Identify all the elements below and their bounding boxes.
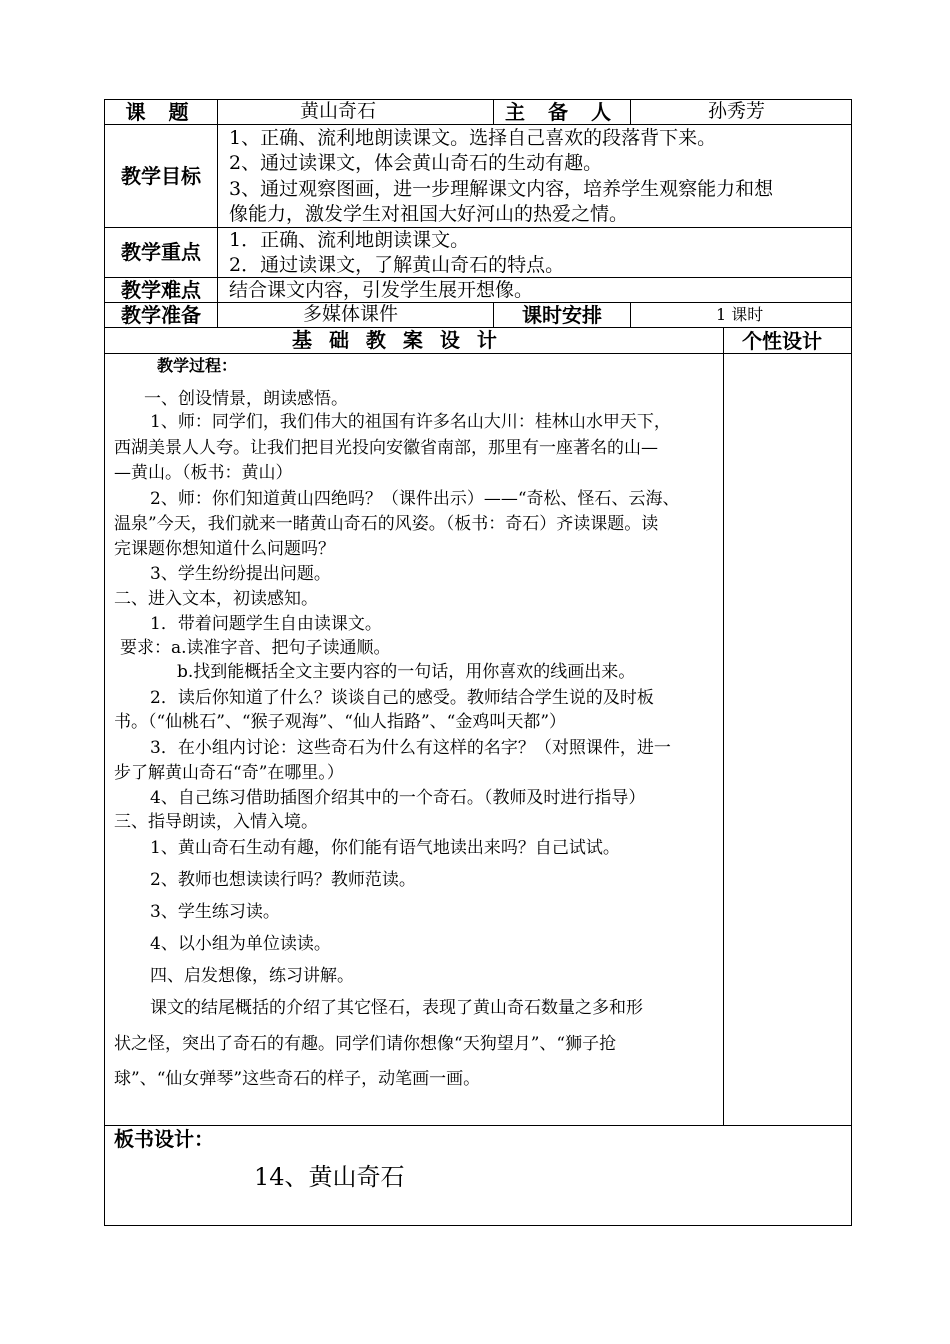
process-line: 球”、“仙女弹琴”这些奇石的样子，动笔画一画。: [114, 1069, 481, 1089]
goal-line: 2、通过读课文，体会黄山奇石的生动有趣。: [229, 152, 603, 174]
table-border-right: [851, 99, 852, 1226]
row-sep-6: [104, 353, 852, 354]
process-line: 3．在小组内讨论：这些奇石为什么有这样的名字？（对照课件，进一: [150, 738, 671, 758]
design-header-side: 个性设计: [742, 329, 822, 353]
schedule-label: 课时安排: [522, 303, 602, 327]
difficulty-text: 结合课文内容，引发学生展开想像。: [229, 279, 534, 301]
process-line: 4、自己练习借助插图介绍其中的一个奇石。（教师及时进行指导）: [150, 788, 646, 808]
process-line: 1．带着问题学生自由读课文。: [150, 614, 382, 634]
process-line: 3、学生纷纷提出问题。: [150, 564, 331, 584]
process-line: 温泉”今天，我们就来一睹黄山奇石的风姿。（板书：奇石）齐读课题。读: [114, 514, 659, 534]
difficulty-label: 教学难点: [121, 278, 201, 302]
preparer-label: 主 备 人: [505, 100, 619, 124]
process-line: 书。（“仙桃石”、“猴子观海”、“仙人指路”、“金鸡叫天都”）: [114, 712, 567, 732]
preparation-label: 教学准备: [121, 303, 201, 327]
goals-label: 教学目标: [121, 164, 201, 188]
process-line: 3、学生练习读。: [150, 902, 280, 922]
process-line: b.找到能概括全文主要内容的一句话，用你喜欢的线画出来。: [177, 662, 636, 682]
goal-line: 1、正确、流利地朗读课文。选择自己喜欢的段落背下来。: [229, 127, 717, 149]
col-sep-design: [723, 327, 724, 1126]
process-line: 1、黄山奇石生动有趣，你们能有语气地读出来吗？自己试试。: [150, 838, 620, 858]
board-label: 板书设计：: [114, 1127, 214, 1151]
process-line: 2．读后你知道了什么？谈谈自己的感受。教师结合学生说的及时板: [150, 688, 654, 708]
goal-line: 像能力，激发学生对祖国大好河山的热爱之情。: [229, 203, 629, 225]
process-line: 三、指导朗读，入情入境。: [114, 812, 318, 832]
col-sep-mid2: [630, 99, 631, 125]
process-line: 要求：a.读准字音、把句子读通顺。: [120, 638, 391, 658]
process-line: 二、进入文本，初读感知。: [114, 589, 318, 609]
process-line: 完课题你想知道什么问题吗？: [114, 539, 335, 559]
board-title: 14、黄山奇石: [254, 1163, 405, 1191]
title-value: 黄山奇石: [300, 100, 377, 122]
design-header-main: 基 础 教 案 设 计: [292, 328, 502, 352]
process-line: 四、启发想像，练习讲解。: [150, 966, 354, 986]
preparation-value: 多媒体课件: [303, 303, 399, 325]
table-border-left: [104, 99, 105, 1226]
process-heading: 教学过程：: [157, 356, 238, 375]
row-sep-7: [104, 1125, 852, 1126]
table-border-bottom: [104, 1225, 852, 1226]
process-line: —黄山。（板书：黄山）: [114, 463, 293, 483]
process-line: 西湖美景人人夸。让我们把目光投向安徽省南部，那里有一座著名的山—: [114, 438, 658, 458]
key-point-line: 1．正确、流利地朗读课文。: [229, 229, 470, 251]
col-sep-mid4: [630, 302, 631, 328]
process-line: 4、以小组为单位读读。: [150, 934, 331, 954]
process-line: 1、师：同学们，我们伟大的祖国有许多名山大川：桂林山水甲天下，: [150, 412, 671, 432]
title-label: 课 题: [125, 100, 197, 124]
schedule-value: 1 课时: [716, 305, 764, 324]
preparer-value: 孙秀芳: [708, 100, 766, 122]
process-line: 2、师：你们知道黄山四绝吗？（课件出示）——“奇松、怪石、云海、: [150, 489, 680, 509]
key-points-label: 教学重点: [121, 240, 201, 264]
process-line: 一、创设情景，朗读感悟。: [144, 389, 348, 409]
process-line: 课文的结尾概括的介绍了其它怪石，表现了黄山奇石数量之多和形: [150, 998, 643, 1018]
col-sep-label: [217, 99, 218, 328]
goal-line: 3、通过观察图画，进一步理解课文内容，培养学生观察能力和想: [229, 178, 774, 200]
key-point-line: 2．通过读课文，了解黄山奇石的特点。: [229, 254, 565, 276]
process-line: 状之怪，突出了奇石的有趣。同学们请你想像“天狗望月”、“狮子抢: [114, 1034, 617, 1054]
process-line: 2、教师也想读读行吗？教师范读。: [150, 870, 416, 890]
process-line: 步了解黄山奇石“奇”在哪里。）: [114, 763, 344, 783]
